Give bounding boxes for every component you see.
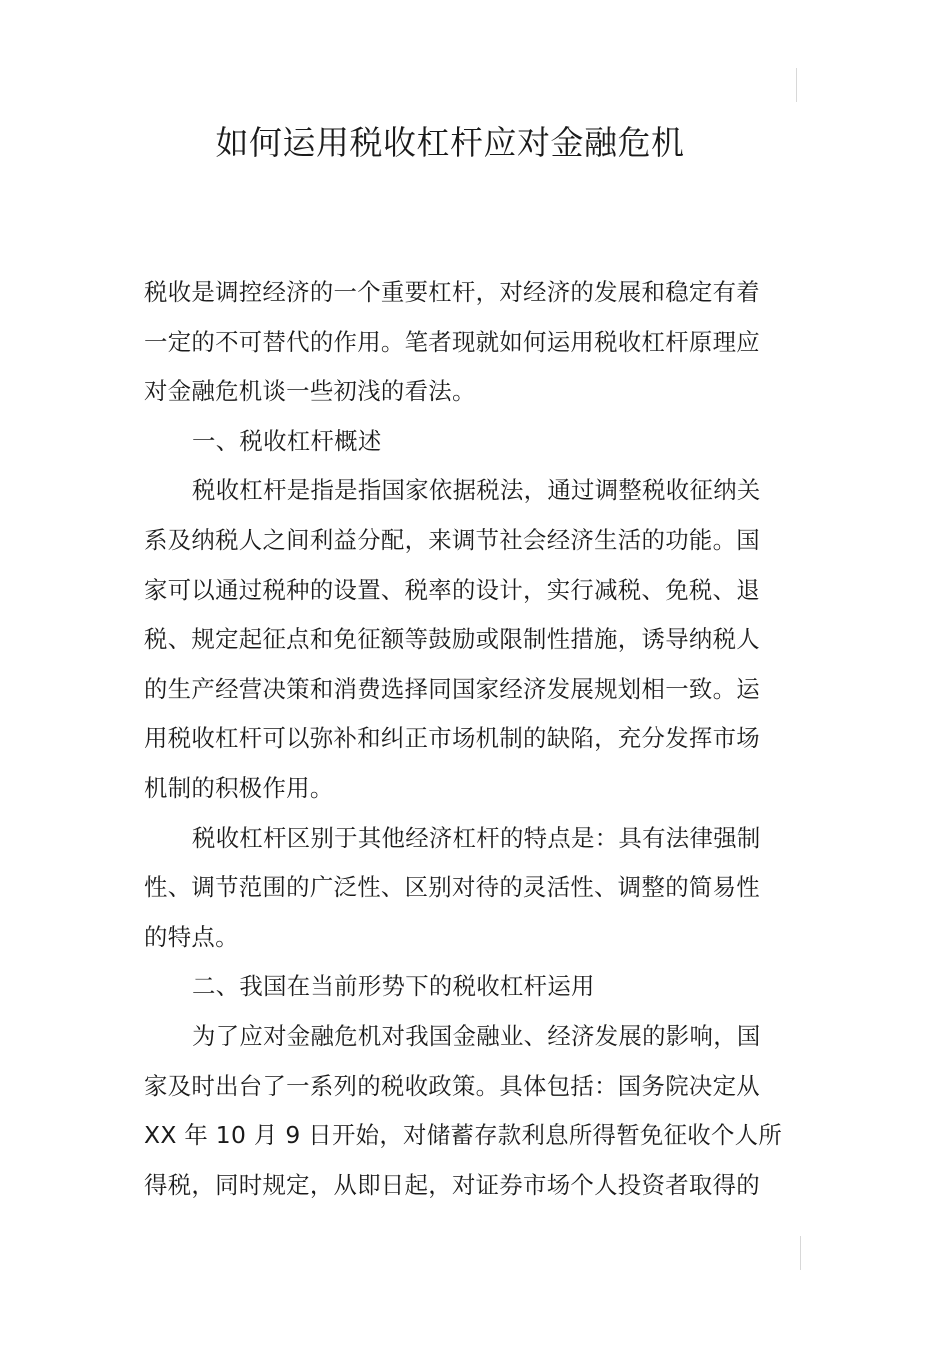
body-text-line: 的生产经营决策和消费选择同国家经济发展规划相一致。运	[144, 674, 760, 703]
body-text-line: XX 年 10 月 9 日开始，对储蓄存款利息所得暂免征收个人所	[144, 1121, 783, 1150]
page-margin-mark-top	[796, 68, 797, 102]
body-text-line: 税收杠杆是指是指国家依据税法，通过调整税收征纳关	[192, 476, 761, 505]
body-text-line: 性、调节范围的广泛性、区别对待的灵活性、调整的简易性	[144, 873, 760, 902]
body-text-line: 一、税收杠杆概述	[192, 426, 382, 455]
body-text-line: 一定的不可替代的作用。笔者现就如何运用税收杠杆原理应	[144, 327, 760, 356]
body-text-line: 为了应对金融危机对我国金融业、经济发展的影响，国	[192, 1021, 761, 1050]
body-text-line: 二、我国在当前形势下的税收杠杆运用	[192, 972, 595, 1001]
body-text-line: 用税收杠杆可以弥补和纠正市场机制的缺陷，充分发挥市场	[144, 724, 760, 753]
body-text-line: 税收杠杆区别于其他经济杠杆的特点是：具有法律强制	[192, 823, 761, 852]
body-text-line: 得税，同时规定，从即日起，对证券市场个人投资者取得的	[144, 1170, 760, 1199]
body-text-line: 税、规定起征点和免征额等鼓励或限制性措施，诱导纳税人	[144, 625, 760, 654]
body-text-line: 机制的积极作用。	[144, 773, 334, 802]
body-text-line: 对金融危机谈一些初浅的看法。	[144, 377, 476, 406]
document-title: 如何运用税收杠杆应对金融危机	[215, 123, 685, 162]
body-text-line: 系及纳税人之间利益分配，来调节社会经济生活的功能。国	[144, 525, 760, 554]
body-text-line: 的特点。	[144, 922, 239, 951]
body-text-line: 家及时出台了一系列的税收政策。具体包括：国务院决定从	[144, 1071, 760, 1100]
body-text-line: 税收是调控经济的一个重要杠杆，对经济的发展和稳定有着	[144, 278, 760, 306]
page-margin-mark-bottom	[800, 1236, 801, 1270]
document-body	[144, 268, 783, 1210]
body-text-line: 家可以通过税种的设置、税率的设计，实行减税、免税、退	[144, 575, 760, 604]
